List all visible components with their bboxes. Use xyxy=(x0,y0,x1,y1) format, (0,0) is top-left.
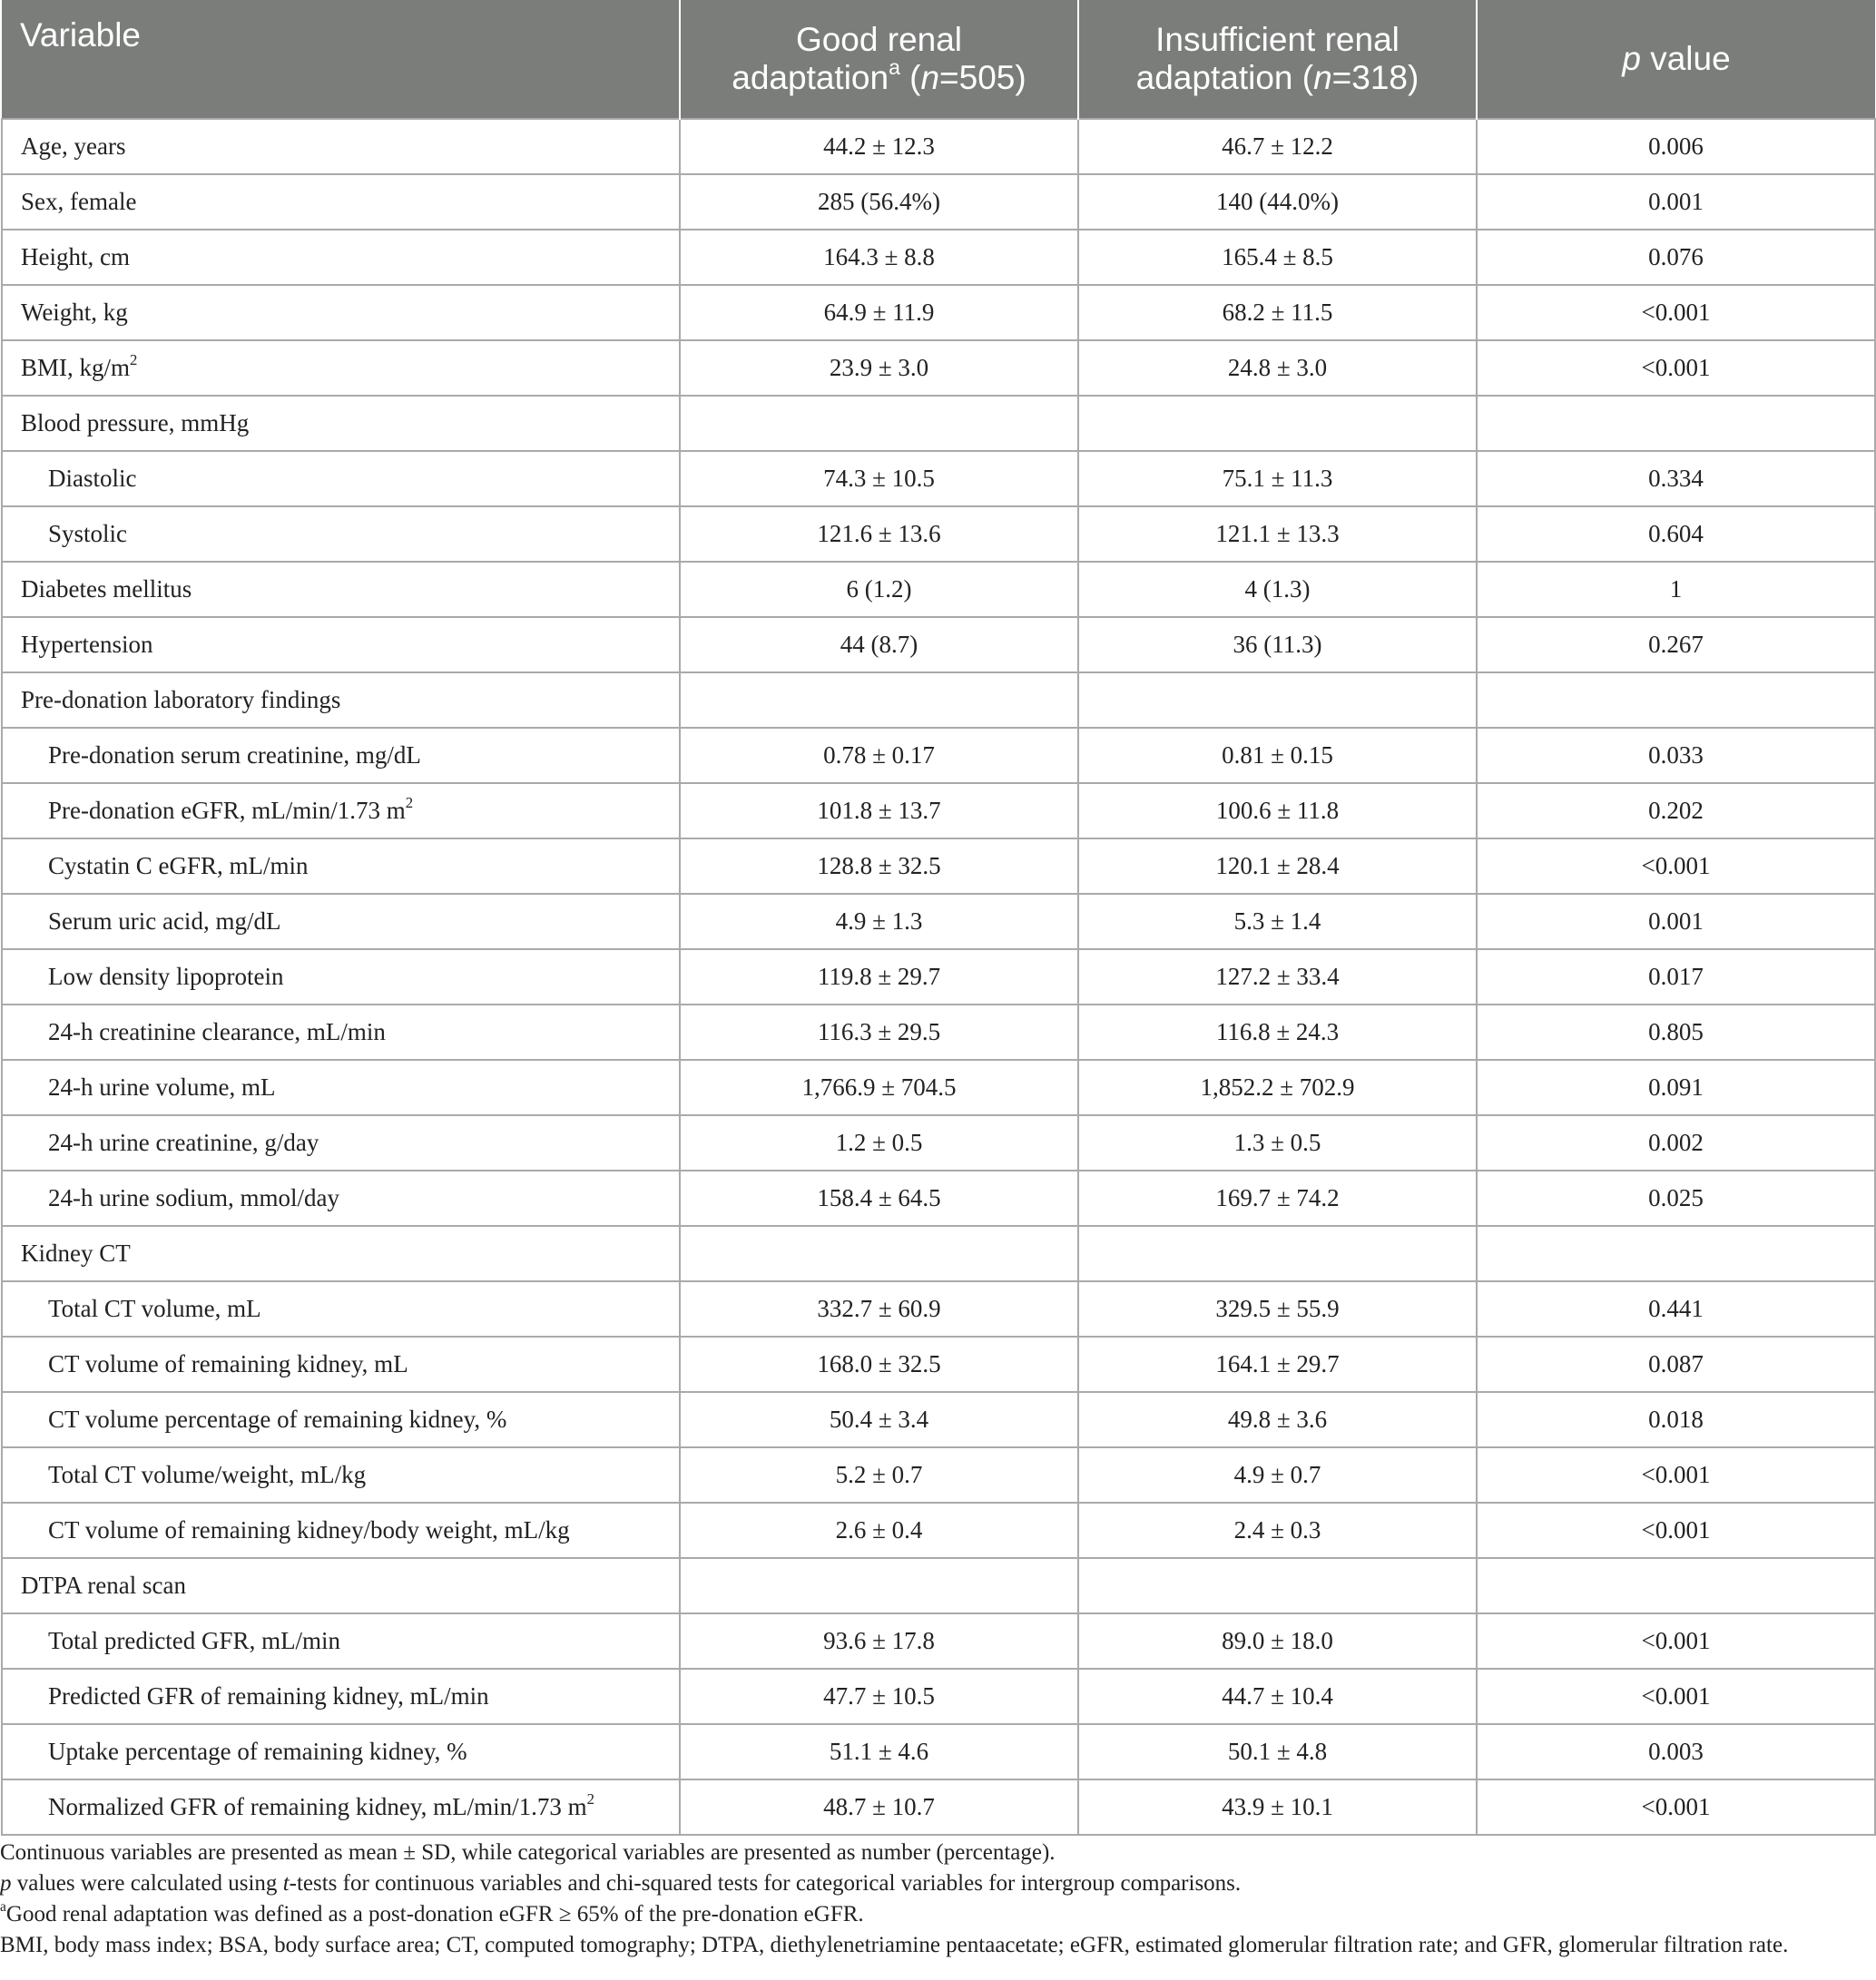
cell-variable xyxy=(2,285,680,340)
cell-insufficient-adaptation: 165.4 ± 8.5 xyxy=(1078,230,1477,285)
cell-variable xyxy=(2,451,680,506)
cell-variable xyxy=(2,728,680,783)
cell-variable xyxy=(2,894,680,949)
table-footnotes xyxy=(0,1838,1876,1961)
cell-p-value: 0.001 xyxy=(1477,894,1875,949)
cell-good-adaptation: 0.78 ± 0.17 xyxy=(680,728,1078,783)
cell-p-value: <0.001 xyxy=(1477,1447,1875,1503)
cell-variable xyxy=(2,562,680,617)
variable-label: 24-h creatinine clearance, mL/min xyxy=(48,1018,386,1045)
cell-good-adaptation: 1,766.9 ± 704.5 xyxy=(680,1060,1078,1115)
cell-variable xyxy=(2,949,680,1005)
variable-label: Kidney CT xyxy=(21,1240,131,1267)
variable-label: Weight, kg xyxy=(21,299,128,326)
cell-variable xyxy=(2,1558,680,1613)
cell-p-value: <0.001 xyxy=(1477,1613,1875,1669)
cell-p-value: 0.017 xyxy=(1477,949,1875,1005)
table-row xyxy=(2,1115,1875,1171)
cell-good-adaptation: 2.6 ± 0.4 xyxy=(680,1503,1078,1558)
cell-variable xyxy=(2,1503,680,1558)
cell-good-adaptation xyxy=(680,396,1078,451)
cell-insufficient-adaptation: 89.0 ± 18.0 xyxy=(1078,1613,1477,1669)
cell-variable xyxy=(2,1779,680,1835)
cell-good-adaptation: 1.2 ± 0.5 xyxy=(680,1115,1078,1171)
cell-insufficient-adaptation: 329.5 ± 55.9 xyxy=(1078,1281,1477,1337)
cell-insufficient-adaptation xyxy=(1078,1226,1477,1281)
cell-variable xyxy=(2,1281,680,1337)
cell-insufficient-adaptation: 140 (44.0%) xyxy=(1078,174,1477,230)
cell-insufficient-adaptation: 127.2 ± 33.4 xyxy=(1078,949,1477,1005)
cell-good-adaptation: 158.4 ± 64.5 xyxy=(680,1171,1078,1226)
table-row xyxy=(2,1613,1875,1669)
cell-insufficient-adaptation: 1,852.2 ± 702.9 xyxy=(1078,1060,1477,1115)
footnote-2-mid: values were calculated using xyxy=(11,1871,283,1896)
cell-insufficient-adaptation xyxy=(1078,396,1477,451)
variable-label: Systolic xyxy=(48,520,128,547)
cell-p-value: <0.001 xyxy=(1477,1669,1875,1724)
table-row xyxy=(2,1060,1875,1115)
variable-label: Pre-donation eGFR, mL/min/1.73 m xyxy=(48,797,406,824)
header-good-line1: Good renal xyxy=(795,21,963,58)
cell-variable xyxy=(2,506,680,562)
cell-variable xyxy=(2,838,680,894)
cell-variable xyxy=(2,1447,680,1503)
cell-good-adaptation xyxy=(680,1226,1078,1281)
cell-p-value: 0.006 xyxy=(1477,119,1875,174)
variable-label: 24-h urine creatinine, g/day xyxy=(48,1129,319,1156)
table-row xyxy=(2,230,1875,285)
cell-good-adaptation xyxy=(680,1558,1078,1613)
cell-good-adaptation: 93.6 ± 17.8 xyxy=(680,1613,1078,1669)
variable-label: Pre-donation laboratory findings xyxy=(21,686,341,713)
variable-label: Normalized GFR of remaining kidney, mL/min/1.73 m xyxy=(48,1793,587,1820)
variable-label: Total predicted GFR, mL/min xyxy=(48,1627,341,1654)
table-row xyxy=(2,1669,1875,1724)
cell-insufficient-adaptation: 4.9 ± 0.7 xyxy=(1078,1447,1477,1503)
cell-insufficient-adaptation: 164.1 ± 29.7 xyxy=(1078,1337,1477,1392)
cell-insufficient-adaptation: 49.8 ± 3.6 xyxy=(1078,1392,1477,1447)
cell-insufficient-adaptation xyxy=(1078,672,1477,728)
cell-insufficient-adaptation: 0.81 ± 0.15 xyxy=(1078,728,1477,783)
variable-superscript: 2 xyxy=(586,1790,595,1808)
cell-variable xyxy=(2,1171,680,1226)
cell-variable xyxy=(2,230,680,285)
footnote-2-t: t xyxy=(282,1871,290,1896)
variable-superscript: 2 xyxy=(130,351,138,369)
variable-label: Cystatin C eGFR, mL/min xyxy=(48,852,309,879)
cell-variable xyxy=(2,1392,680,1447)
table-row xyxy=(2,1392,1875,1447)
header-insuf-line1: Insufficient renal xyxy=(1155,21,1400,58)
cell-insufficient-adaptation xyxy=(1078,1558,1477,1613)
cell-insufficient-adaptation: 5.3 ± 1.4 xyxy=(1078,894,1477,949)
cell-p-value xyxy=(1477,672,1875,728)
table-row xyxy=(2,1226,1875,1281)
variable-label: CT volume of remaining kidney, mL xyxy=(48,1350,408,1377)
footnote-line-4 xyxy=(0,1930,1876,1961)
cell-p-value: 0.267 xyxy=(1477,617,1875,672)
table-row xyxy=(2,1558,1875,1613)
header-insuf-n-label: n xyxy=(1313,59,1332,96)
table-row xyxy=(2,1503,1875,1558)
cell-p-value: 0.087 xyxy=(1477,1337,1875,1392)
variable-label: Hypertension xyxy=(21,631,153,658)
variable-label: CT volume of remaining kidney/body weight, mL/kg xyxy=(48,1516,570,1544)
cell-variable xyxy=(2,1724,680,1779)
cell-insufficient-adaptation: 100.6 ± 11.8 xyxy=(1078,783,1477,838)
table-row xyxy=(2,506,1875,562)
table-row xyxy=(2,1171,1875,1226)
cell-insufficient-adaptation: 50.1 ± 4.8 xyxy=(1078,1724,1477,1779)
cell-insufficient-adaptation: 169.7 ± 74.2 xyxy=(1078,1171,1477,1226)
cell-insufficient-adaptation: 4 (1.3) xyxy=(1078,562,1477,617)
characteristics-table xyxy=(1,0,1876,1836)
table-row xyxy=(2,1779,1875,1835)
header-p-rest: value xyxy=(1640,40,1731,77)
variable-label: Predicted GFR of remaining kidney, mL/min xyxy=(48,1682,489,1710)
cell-p-value: 0.441 xyxy=(1477,1281,1875,1337)
footnote-1-text: Continuous variables are presented as mean ± SD, while categorical variables are presented as number (percentage). xyxy=(0,1840,1056,1865)
cell-good-adaptation: 4.9 ± 1.3 xyxy=(680,894,1078,949)
cell-insufficient-adaptation: 1.3 ± 0.5 xyxy=(1078,1115,1477,1171)
cell-variable xyxy=(2,1226,680,1281)
table-row xyxy=(2,285,1875,340)
table-row xyxy=(2,949,1875,1005)
header-insuf-n-value: =318) xyxy=(1331,59,1419,96)
table-row xyxy=(2,894,1875,949)
variable-label: 24-h urine volume, mL xyxy=(48,1073,276,1101)
cell-good-adaptation: 23.9 ± 3.0 xyxy=(680,340,1078,396)
table-row xyxy=(2,340,1875,396)
header-good-renal-adaptation xyxy=(680,0,1078,119)
cell-variable xyxy=(2,672,680,728)
header-p-label: p xyxy=(1622,40,1641,77)
cell-good-adaptation: 168.0 ± 32.5 xyxy=(680,1337,1078,1392)
cell-insufficient-adaptation: 24.8 ± 3.0 xyxy=(1078,340,1477,396)
variable-label: BMI, kg/m xyxy=(21,354,131,381)
variable-label: CT volume percentage of remaining kidney, % xyxy=(48,1406,507,1433)
cell-p-value: <0.001 xyxy=(1477,838,1875,894)
cell-p-value: 0.003 xyxy=(1477,1724,1875,1779)
cell-insufficient-adaptation: 75.1 ± 11.3 xyxy=(1078,451,1477,506)
table-body xyxy=(2,119,1875,1835)
cell-p-value: 0.033 xyxy=(1477,728,1875,783)
cell-insufficient-adaptation: 120.1 ± 28.4 xyxy=(1078,838,1477,894)
cell-p-value xyxy=(1477,396,1875,451)
cell-variable xyxy=(2,1115,680,1171)
cell-variable xyxy=(2,119,680,174)
footnote-4-text: BMI, body mass index; BSA, body surface area; CT, computed tomography; DTPA, diethylenetriamine pentaacetate; eGFR, estimated glomerular filtration rate; and GFR, glomerular filtration rate. xyxy=(0,1933,1789,1957)
header-p-value xyxy=(1477,0,1875,119)
cell-good-adaptation: 5.2 ± 0.7 xyxy=(680,1447,1078,1503)
cell-variable xyxy=(2,1669,680,1724)
variable-label: Blood pressure, mmHg xyxy=(21,409,250,436)
cell-variable xyxy=(2,396,680,451)
variable-label: Total CT volume/weight, mL/kg xyxy=(48,1461,367,1488)
cell-good-adaptation: 121.6 ± 13.6 xyxy=(680,506,1078,562)
cell-good-adaptation: 51.1 ± 4.6 xyxy=(680,1724,1078,1779)
cell-p-value: 0.805 xyxy=(1477,1005,1875,1060)
footnote-2-p: p xyxy=(0,1871,12,1896)
cell-good-adaptation: 128.8 ± 32.5 xyxy=(680,838,1078,894)
variable-superscript: 2 xyxy=(405,794,414,812)
variable-label: Serum uric acid, mg/dL xyxy=(48,907,281,935)
cell-insufficient-adaptation: 68.2 ± 11.5 xyxy=(1078,285,1477,340)
footnote-line-3 xyxy=(0,1899,1876,1930)
table-row xyxy=(2,1724,1875,1779)
table-row xyxy=(2,1337,1875,1392)
table-row xyxy=(2,562,1875,617)
header-good-n-label: n xyxy=(920,59,940,96)
cell-p-value: 0.002 xyxy=(1477,1115,1875,1171)
table-row xyxy=(2,451,1875,506)
cell-variable xyxy=(2,1005,680,1060)
cell-good-adaptation: 116.3 ± 29.5 xyxy=(680,1005,1078,1060)
cell-good-adaptation: 48.7 ± 10.7 xyxy=(680,1779,1078,1835)
variable-label: Diabetes mellitus xyxy=(21,575,192,603)
cell-insufficient-adaptation: 44.7 ± 10.4 xyxy=(1078,1669,1477,1724)
variable-label: Low density lipoprotein xyxy=(48,963,284,990)
variable-label: Diastolic xyxy=(48,465,137,492)
table-row xyxy=(2,174,1875,230)
table-row xyxy=(2,119,1875,174)
header-insufficient-renal-adaptation xyxy=(1078,0,1477,119)
cell-variable xyxy=(2,1337,680,1392)
footnote-3-marker: a xyxy=(0,1899,6,1916)
variable-label: Total CT volume, mL xyxy=(48,1295,261,1322)
variable-label: Age, years xyxy=(21,132,126,160)
header-insuf-line2: adaptation ( xyxy=(1135,59,1314,96)
cell-p-value: <0.001 xyxy=(1477,285,1875,340)
header-good-n-open: ( xyxy=(899,59,921,96)
cell-good-adaptation: 74.3 ± 10.5 xyxy=(680,451,1078,506)
cell-good-adaptation: 164.3 ± 8.8 xyxy=(680,230,1078,285)
table-row xyxy=(2,672,1875,728)
header-good-line2: adaptation xyxy=(732,59,889,96)
cell-p-value xyxy=(1477,1558,1875,1613)
header-variable-label: Variable xyxy=(20,16,142,54)
variable-label: Height, cm xyxy=(21,243,130,270)
cell-good-adaptation: 64.9 ± 11.9 xyxy=(680,285,1078,340)
header-variable xyxy=(2,0,680,119)
cell-variable xyxy=(2,783,680,838)
table-row xyxy=(2,1447,1875,1503)
cell-insufficient-adaptation: 2.4 ± 0.3 xyxy=(1078,1503,1477,1558)
cell-good-adaptation: 119.8 ± 29.7 xyxy=(680,949,1078,1005)
cell-variable xyxy=(2,174,680,230)
cell-good-adaptation: 285 (56.4%) xyxy=(680,174,1078,230)
table-row xyxy=(2,1281,1875,1337)
cell-variable xyxy=(2,340,680,396)
variable-label: Pre-donation serum creatinine, mg/dL xyxy=(48,741,421,769)
variable-label: Uptake percentage of remaining kidney, % xyxy=(48,1738,467,1765)
cell-insufficient-adaptation: 46.7 ± 12.2 xyxy=(1078,119,1477,174)
cell-good-adaptation: 332.7 ± 60.9 xyxy=(680,1281,1078,1337)
table-row xyxy=(2,617,1875,672)
cell-p-value: 0.334 xyxy=(1477,451,1875,506)
footnote-line-1 xyxy=(0,1838,1876,1868)
cell-insufficient-adaptation: 36 (11.3) xyxy=(1078,617,1477,672)
cell-insufficient-adaptation: 116.8 ± 24.3 xyxy=(1078,1005,1477,1060)
footnote-2-rest: -tests for continuous variables and chi-squared tests for categorical variables for intergroup comparisons. xyxy=(289,1871,1242,1896)
cell-p-value: 0.076 xyxy=(1477,230,1875,285)
cell-variable xyxy=(2,1613,680,1669)
footnote-3-text: Good renal adaptation was defined as a post-donation eGFR ≥ 65% of the pre-donation eGFR. xyxy=(5,1902,864,1926)
cell-p-value: 0.604 xyxy=(1477,506,1875,562)
cell-p-value xyxy=(1477,1226,1875,1281)
cell-variable xyxy=(2,1060,680,1115)
table-row xyxy=(2,838,1875,894)
table-row xyxy=(2,396,1875,451)
cell-insufficient-adaptation: 43.9 ± 10.1 xyxy=(1078,1779,1477,1835)
cell-p-value: 0.202 xyxy=(1477,783,1875,838)
header-good-footnote-marker: a xyxy=(889,55,900,80)
cell-good-adaptation: 50.4 ± 3.4 xyxy=(680,1392,1078,1447)
footnote-line-2 xyxy=(0,1868,1876,1899)
cell-good-adaptation: 6 (1.2) xyxy=(680,562,1078,617)
table-row xyxy=(2,1005,1875,1060)
cell-p-value: 0.018 xyxy=(1477,1392,1875,1447)
header-good-n-value: =505) xyxy=(939,59,1026,96)
cell-p-value: 1 xyxy=(1477,562,1875,617)
cell-p-value: <0.001 xyxy=(1477,340,1875,396)
cell-p-value: <0.001 xyxy=(1477,1503,1875,1558)
cell-p-value: <0.001 xyxy=(1477,1779,1875,1835)
cell-good-adaptation: 101.8 ± 13.7 xyxy=(680,783,1078,838)
variable-label: DTPA renal scan xyxy=(21,1572,186,1599)
variable-label: Sex, female xyxy=(21,188,137,215)
cell-good-adaptation: 47.7 ± 10.5 xyxy=(680,1669,1078,1724)
table-row xyxy=(2,728,1875,783)
cell-good-adaptation: 44 (8.7) xyxy=(680,617,1078,672)
cell-p-value: 0.001 xyxy=(1477,174,1875,230)
table-row xyxy=(2,783,1875,838)
table-header-row xyxy=(2,0,1875,119)
cell-p-value: 0.025 xyxy=(1477,1171,1875,1226)
cell-p-value: 0.091 xyxy=(1477,1060,1875,1115)
cell-good-adaptation xyxy=(680,672,1078,728)
variable-label: 24-h urine sodium, mmol/day xyxy=(48,1184,339,1211)
cell-insufficient-adaptation: 121.1 ± 13.3 xyxy=(1078,506,1477,562)
cell-variable xyxy=(2,617,680,672)
cell-good-adaptation: 44.2 ± 12.3 xyxy=(680,119,1078,174)
